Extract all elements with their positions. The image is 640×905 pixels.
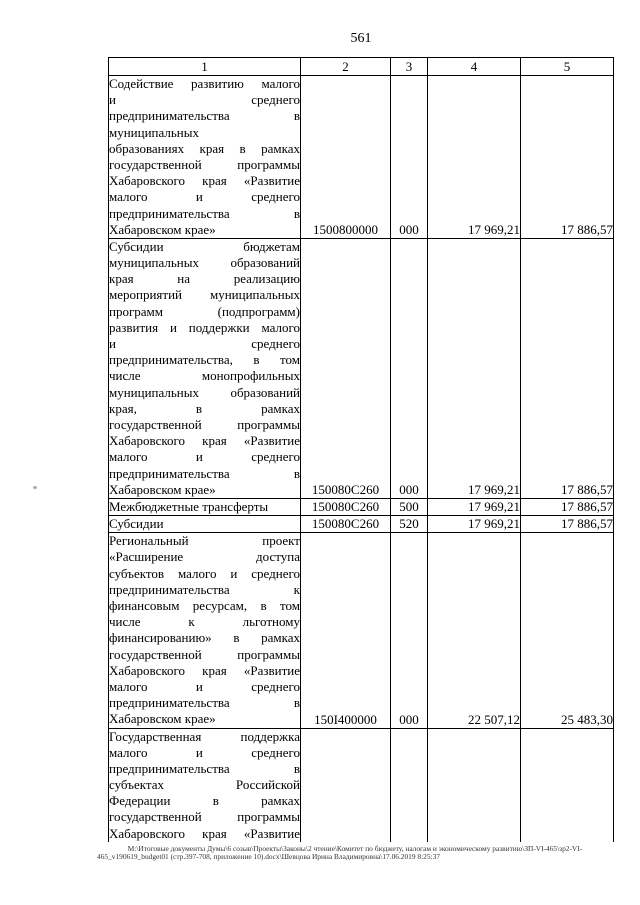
row-name-cell: Субсидии xyxy=(109,516,301,533)
row-type-cell: 500 xyxy=(391,498,428,515)
row-amount2-cell: 17 886,57 xyxy=(521,516,614,533)
table-row xyxy=(109,516,614,533)
row-code-cell: 150I400000 xyxy=(301,533,391,728)
scan-artifact xyxy=(33,486,37,489)
row-name-cell: Государственная поддержка малого и среднего предпринимательства в субъектах Российской Федерации в рамках государственной программы Хабаровского края «Развитие xyxy=(109,728,300,841)
row-amount1-cell xyxy=(428,728,521,842)
row-amount2-cell: 17 886,57 xyxy=(521,238,614,498)
table-row xyxy=(109,728,614,842)
table-row xyxy=(109,533,614,728)
column-header-3: 3 xyxy=(391,58,428,76)
row-amount2-cell: 17 886,57 xyxy=(521,498,614,515)
row-amount1-cell: 17 969,21 xyxy=(428,498,521,515)
row-type-cell xyxy=(391,728,428,842)
row-amount2-cell: 17 886,57 xyxy=(521,76,614,239)
table-header-row xyxy=(109,58,614,76)
table-row xyxy=(109,238,614,498)
column-header-1: 1 xyxy=(109,58,301,76)
row-type-cell: 000 xyxy=(391,533,428,728)
row-type-cell: 520 xyxy=(391,516,428,533)
row-type-cell: 000 xyxy=(391,76,428,239)
table-row xyxy=(109,76,614,239)
row-amount2-cell: 25 483,30 xyxy=(521,533,614,728)
column-header-4: 4 xyxy=(428,58,521,76)
row-type-cell: 000 xyxy=(391,238,428,498)
row-code-cell xyxy=(301,728,391,842)
row-code-cell: 1500800000 xyxy=(301,76,391,239)
page-number: 561 xyxy=(350,31,372,46)
row-amount1-cell: 17 969,21 xyxy=(428,76,521,239)
row-name-cell: Межбюджетные трансферты xyxy=(109,498,301,515)
budget-table xyxy=(108,57,614,842)
row-amount1-cell: 17 969,21 xyxy=(428,238,521,498)
footer-line-1: М:\Итоговые документы Думы\6 созыв\Проекты\Законы\2 чтение\Комитет по бюджету, налогам и экономическому развитию\ЗП-VI-465\зр2-VI- xyxy=(127,844,583,853)
row-name-cell: Содействие развитию малого и среднего предпринимательства в муниципальных образованиях края в рамках государственной программы Хабаровского края «Развитие малого и среднего предпринимательства в Хабаровском крае» xyxy=(109,76,300,237)
row-code-cell: 150080C260 xyxy=(301,238,391,498)
column-header-5: 5 xyxy=(521,58,614,76)
row-amount1-cell: 22 507,12 xyxy=(428,533,521,728)
document-footer-path xyxy=(97,845,626,861)
row-name-cell: Региональный проект «Расширение доступа субъектов малого и среднего предпринимательства к финансовым ресурсам, в том числе к льготному финансированию» в рамках государственной программы Хабаровского края «Развитие малого и среднего предпринимательства в Хабаровском крае» xyxy=(109,533,300,727)
row-amount1-cell: 17 969,21 xyxy=(428,516,521,533)
row-code-cell: 150080C260 xyxy=(301,516,391,533)
column-header-2: 2 xyxy=(301,58,391,76)
table-row xyxy=(109,498,614,515)
row-code-cell: 150080C260 xyxy=(301,498,391,515)
row-amount2-cell xyxy=(521,728,614,842)
row-name-cell: Субсидии бюджетам муниципальных образований края на реализацию мероприятий муниципальных программ (подпрограмм) развития и поддержки малого и среднего предпринимательства, в том числе монопрофильных муниципальных образований края, в рамках государственной программы Хабаровского края «Развитие малого и среднего предпринимательства в Хабаровском крае» xyxy=(109,238,300,497)
footer-line-2: 465_v190619_budget01 (стр.397-708, приложение 10).docx\Шевцова Ирина Владимировна\17.06.2019 8:25:37 xyxy=(97,852,440,861)
